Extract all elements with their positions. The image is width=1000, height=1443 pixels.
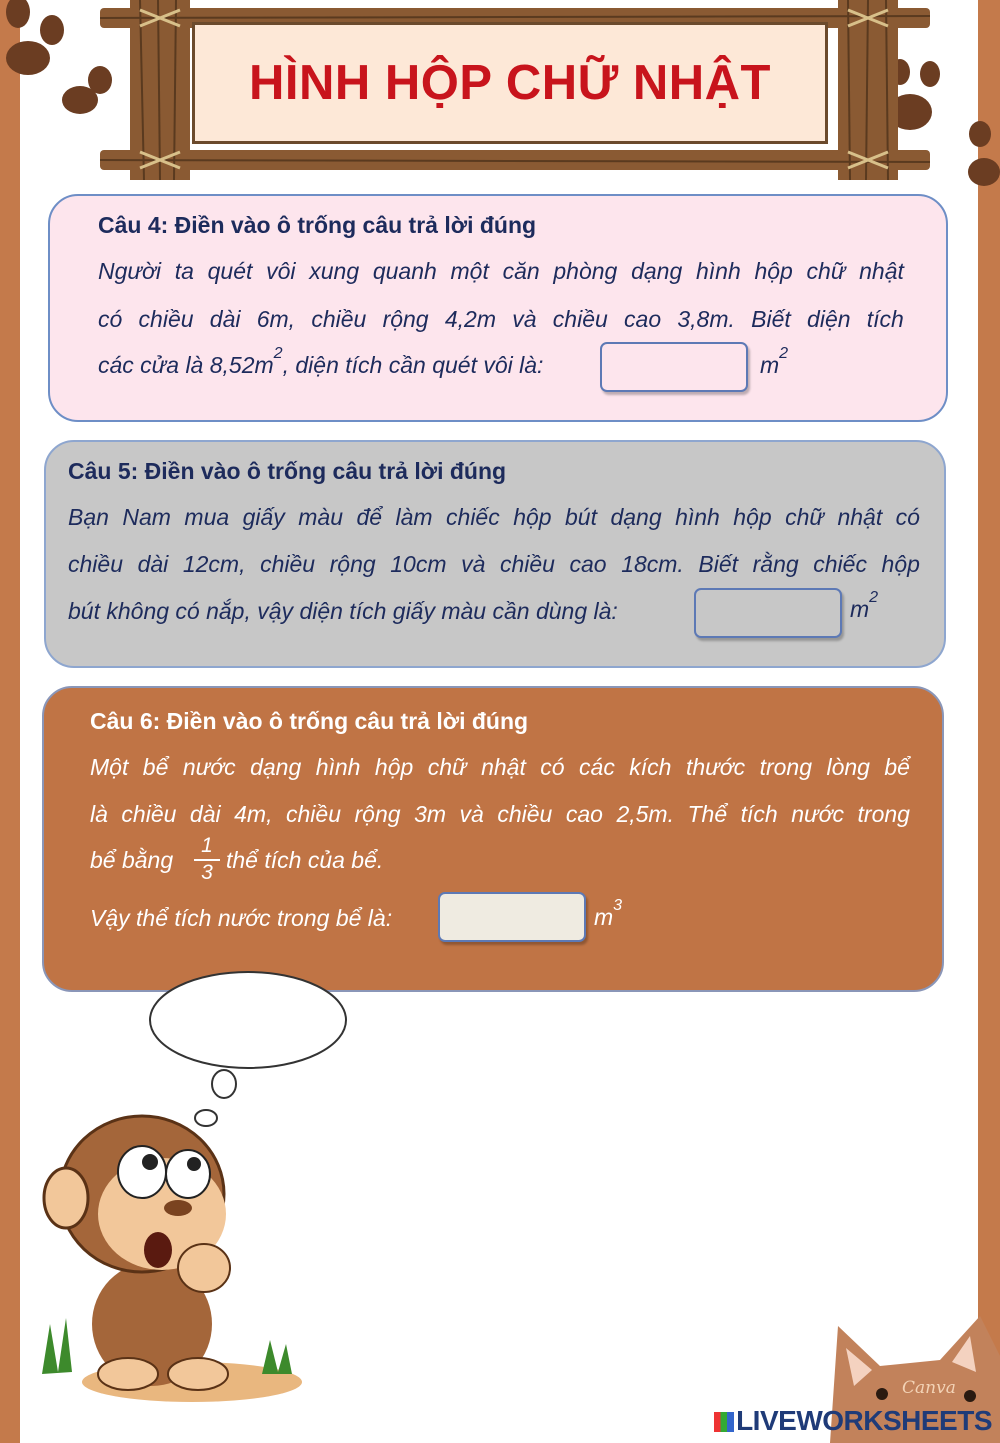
text-word: Biết (698, 551, 739, 577)
text-word: nhật (481, 754, 526, 780)
text-word: hình (695, 258, 741, 284)
question-6-line-1 (90, 754, 910, 781)
question-6-heading: Câu 6: Điền vào ô trống câu trả lời đúng (90, 708, 529, 734)
text-word: diện (807, 306, 851, 332)
text-word: chiều (138, 306, 194, 332)
question-5-heading: Câu 5: Điền vào ô trống câu trả lời đúng (68, 458, 507, 484)
text-word: làm (395, 504, 433, 530)
text-word: giấy (242, 504, 285, 530)
text-word: dài (189, 801, 221, 827)
text-word: hộp (374, 754, 414, 780)
text-word: dạng (631, 258, 683, 284)
question-4-unit: $m^2$ (760, 344, 789, 378)
text-word: Một (90, 754, 129, 780)
text-word: Nam (122, 504, 171, 530)
text-word: rộng (354, 801, 401, 827)
text-word: chiều (311, 306, 367, 332)
question-6-card (42, 686, 944, 992)
text-word: hình (315, 754, 361, 780)
question-6-line-3b: thể tích của bể. (226, 847, 384, 873)
text-word: tích (866, 306, 904, 332)
text-word: và (512, 306, 537, 332)
text-word: chữ (806, 258, 846, 284)
liveworksheets-badge-icon (714, 1412, 734, 1432)
text-word: chữ (785, 504, 824, 530)
text-word: vôi (266, 258, 296, 284)
text-word: xung (309, 258, 360, 284)
text-word: 3m (414, 801, 447, 827)
text-word: có (98, 306, 123, 332)
text-word: chiều (68, 551, 123, 577)
text-word: hộp (881, 551, 920, 577)
text-word: chiếc (446, 504, 500, 530)
text-word: chiều (552, 306, 608, 332)
text-word: có (895, 504, 920, 530)
text-word: Bạn (68, 504, 109, 530)
question-5-line-3: bút không có nắp, vậy diện tích giấy màu cần dùng là: (68, 598, 618, 624)
text-word: nhật (837, 504, 883, 530)
text-word: chiếc (813, 551, 867, 577)
text-word: căn (502, 258, 540, 284)
question-5-unit: $m^2$ (850, 588, 879, 622)
question-5-card (44, 440, 946, 668)
text-word: và (459, 801, 484, 827)
text-word: cao (624, 306, 662, 332)
liveworksheets-logo: LIVEWORKSHEETS (714, 1405, 992, 1437)
text-word: hộp (513, 504, 552, 530)
text-word: phòng (553, 258, 618, 284)
text-word: 6m, (256, 306, 296, 332)
question-4-line-3: các cửa là $8,52m^2$, diện tích cần quét vôi là: (98, 344, 544, 378)
text-word: các (579, 754, 615, 780)
text-word: chiều (260, 551, 316, 577)
text-word: hộp (754, 258, 793, 284)
question-6-line-2 (90, 801, 910, 828)
text-word: chiều (499, 551, 555, 577)
text-word: 4m, (234, 801, 273, 827)
text-word: dài (209, 306, 241, 332)
text-word: rộng (329, 551, 376, 577)
text-word: Biết (751, 306, 791, 332)
text-word: là (90, 801, 108, 827)
question-4-line-2 (98, 306, 904, 333)
question-6-line-3a: bể bằng (90, 847, 174, 873)
text-word: cao (565, 801, 603, 827)
text-word: bể (142, 754, 169, 780)
text-word: và (461, 551, 486, 577)
question-5-line-2 (68, 551, 920, 578)
text-word: có (540, 754, 565, 780)
text-word: một (450, 258, 489, 284)
question-4-line-1 (98, 258, 904, 285)
thinking-monkey-illustration (32, 1104, 312, 1404)
text-word: trong (857, 801, 910, 827)
text-word: 12cm, (182, 551, 246, 577)
page-title: HÌNH HỘP CHỮ NHẬT (192, 22, 828, 144)
question-4-heading: Câu 4: Điền vào ô trống câu trả lời đúng (98, 212, 537, 238)
text-word: 3,8m. (677, 306, 735, 332)
text-word: nước (791, 801, 845, 827)
text-word: ta (174, 258, 194, 284)
text-word: 2,5m. (616, 801, 674, 827)
text-word: Người (98, 258, 161, 284)
text-word: bể (884, 754, 910, 780)
text-word: mua (184, 504, 230, 530)
question-5-line-1 (68, 504, 920, 531)
text-word: dạng (610, 504, 662, 530)
text-word: rằng (752, 551, 799, 577)
text-word: chiều (497, 801, 553, 827)
canva-watermark: Canva (902, 1378, 956, 1398)
text-word: bút (565, 504, 597, 530)
question-5-answer-box[interactable] (694, 588, 842, 638)
text-word: quét (207, 258, 253, 284)
text-word: 4,2m (444, 306, 496, 332)
text-word: cao (569, 551, 607, 577)
text-word: dạng (250, 754, 302, 780)
question-4-card (48, 194, 948, 422)
text-word: trong (759, 754, 812, 780)
text-word: kích (629, 754, 672, 780)
text-word: lòng (826, 754, 870, 780)
question-6-fraction: $\frac{1}{3}$ (194, 834, 220, 885)
question-6-answer-box[interactable] (438, 892, 586, 942)
text-word: chữ (427, 754, 467, 780)
text-word: rộng (382, 306, 429, 332)
question-6-line-4: Vậy thể tích nước trong bể là: (90, 905, 393, 931)
text-word: hình (675, 504, 720, 530)
question-6-unit: $m^3$ (594, 896, 623, 930)
text-word: màu (298, 504, 344, 530)
text-word: nước (182, 754, 236, 780)
text-word: tích (740, 801, 778, 827)
text-word: nhật (859, 258, 904, 284)
text-word: dài (137, 551, 169, 577)
text-word: chiều (121, 801, 177, 827)
text-word: thước (685, 754, 746, 780)
text-word: 10cm (390, 551, 447, 577)
text-word: Thể (687, 801, 728, 827)
text-word: chiều (286, 801, 341, 827)
text-word: quanh (372, 258, 437, 284)
text-word: hộp (733, 504, 772, 530)
text-word: để (356, 504, 383, 530)
text-word: 18cm. (621, 551, 684, 577)
question-4-answer-box[interactable] (600, 342, 748, 392)
